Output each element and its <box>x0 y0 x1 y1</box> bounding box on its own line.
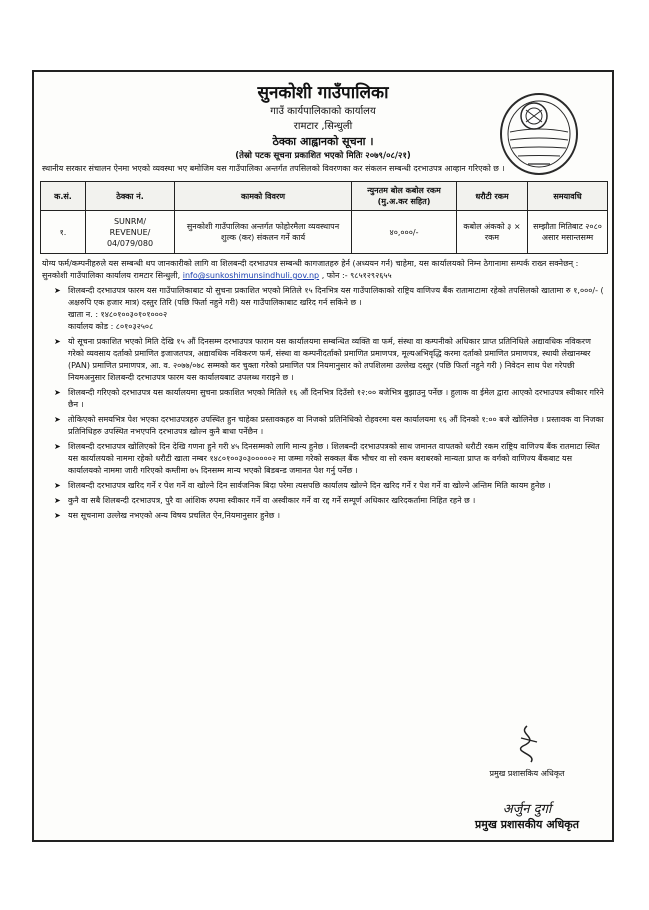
arrow-right-icon: ➤ <box>54 496 61 505</box>
phone-text: , फोन :- ९८५१२९२६५५ <box>321 271 392 280</box>
org-name: सुनकोशी गाउँपालिका <box>257 83 389 103</box>
col-header-min-amount: न्युनतम बोल कबोल रकम (मु.अ.कर सहित) <box>352 182 457 211</box>
list-item <box>54 510 604 522</box>
term-text: तोकिएको समयभित्र पेश भएका दरभाउपत्रहरु उपस्थित हुन चाहेका प्रस्तावकहरु वा निजको प्रतिनिधिको रोहवरमा यस कार्यालयमा १६ औं दिनको १:०० बजे खोलिनेछ । प्रस्तावक वा निजका प्रतिनिधिहरु उपस्थित नभएपनि दरभाउपत्र खोल्न कुनै बाधा पर्नेछैन । <box>68 415 604 436</box>
notice-title: ठेक्का आह्वानको सूचना । <box>272 135 374 148</box>
tender-no-part: REVENUE/ <box>109 227 151 237</box>
arrow-right-icon: ➤ <box>54 388 61 397</box>
col-header-description: कामको विवरण <box>175 182 352 211</box>
tender-no-part: SUNRM/ <box>113 216 147 226</box>
col-header-sn: क.सं. <box>41 182 86 211</box>
signatory-title-top: प्रमुख प्रशासकिय अधिकृत <box>489 769 565 778</box>
office-code: कार्यालय कोड : ८०१०३२५०८ <box>68 322 154 331</box>
signatory-name: अर्जुन दुर्गा <box>502 802 552 817</box>
arrow-right-icon: ➤ <box>54 481 61 490</box>
tender-table <box>40 181 608 254</box>
list-item <box>54 285 604 333</box>
arrow-right-icon: ➤ <box>54 442 61 451</box>
contact-paragraph <box>42 258 604 282</box>
cell-deposit: कबोल अंकको ३ × रकम <box>457 211 528 254</box>
col-header-deposit: धरौटी रकम <box>457 182 528 211</box>
notice-header <box>34 82 612 163</box>
list-item <box>54 495 604 507</box>
term-text: यो सूचना प्रकाशित भएको मिति देखि १५ औं दिनसम्म दरभाउपत्र फाराम यस कार्यालयमा सम्बन्धित व्यक्ति वा फर्म, संस्था वा कम्पनीको अधिकार प्राप्त प्रतिनिधिले अद्यावधिक नविकरण गरेको व्यवसाय दर्ताको प्रमाणित इजाजतपत्र, अद्यावधिक नविकरण फर्म, संस्था वा कम्पनीदर्ताको प्रमाणित प्रमाणपत्र, मूल्यअभिवृद्धि करमा दर्ताको प्रमाणित प्रमाणपत्र, स्थायी लेखानम्बर (PAN) प्रमाणित प्रमाणपत्र, आ. व. २०७७/०७८ सम्मको कर चुक्ता गरेको प्रमाणित पत्र नियमानुसार को तपशिलमा उल्लेख दस्तुर (पछि फिर्ता नहुने गरी ) निवेदन साथ पेश गरेपछी नियमअनुसार शिलबन्दी दरभाउपत्र फारम यस कार्यालयबाट उपलब्ध गराइने छ । <box>68 337 591 382</box>
term-text: यस सूचनामा उल्लेख नभएको अन्य विषय प्रचलित ऐन,नियमानुसार हुनेछ । <box>68 511 280 520</box>
municipal-seal-icon <box>496 86 582 178</box>
table-row <box>41 211 608 254</box>
cell-description: सुनकोशी गाउँपालिका अन्तर्गत फोहोरमैला व्यवस्थापन शुल्क (कर) संकलन गर्ने कार्य <box>175 211 352 254</box>
cell-duration: सम्झौता मितिबाट २०८० असार मसान्तसम्म <box>528 211 608 254</box>
office-address: रामटार ,सिन्धुली <box>293 121 353 132</box>
tender-no-part: 04/079/080 <box>106 238 154 248</box>
signature-mark <box>497 724 557 764</box>
notice-document <box>32 70 614 842</box>
signatory-title: प्रमुख प्रशासकीय अधिकृत <box>475 818 579 831</box>
term-text: शिलबन्दी गरिएको दरभाउपत्र यस कार्यालयमा सुचना प्रकाशित भएको मितिले १६ औं दिनभित्र दिउँसो १२:०० बजेभित्र बुझाउनु पर्नेछ । हुलाक वा ईमेल द्वारा आएको दरभाउपत्र स्वीकार गरिने छैन । <box>68 388 604 409</box>
cell-sn: १. <box>41 211 86 254</box>
term-text: शिलबन्दी दरभाउपत्र खोलिएको दिन देखि गणना हुने गरी ४५ दिनसम्मको लागि मान्य हुनेछ । शिलबन्दी दरभाउपत्रको साथ जमानत वापतको धरौटी रकम राष्ट्रिय वाणिज्य बैंक रातमाटा स्थित यस कार्यालयको नाममा रहेको धरौटी खाता नम्बर १४८०१००३०३०००००२ मा जम्मा गरेको सक्कल बैंक भौचर वा सो रकम बराबरको मान्यता प्राप्त क वर्गको वाणिज्य बैंकबाट यस कार्यालयको नाममा जारी गरिएको कम्तीमा ७५ दिनसम्म मान्य भएको बिडबन्ड जमानत पेश गर्नु पर्नेछ । <box>68 442 600 475</box>
list-item <box>54 414 604 438</box>
cell-amount: ४०,०००/- <box>352 211 457 254</box>
signature-block <box>452 724 602 832</box>
office-name: गाउँ कार्यपालिकाको कार्यालय <box>270 106 376 117</box>
term-text: शिलबन्दी दरभाउपत्र फारम यस गाउँपालिकाबाट यो सुचना प्रकाशित भएको मितिले १५ दिनभित्र यस गाउँपालिकाको राष्ट्रिय वाणिज्य बैंक रातामाटामा रहेको तपसिलको खातामा रु १,०००/- ( अक्षरुपि एक हजार मात्र) दस्तुर तिरि (पछि फिर्ता नहुने गरी) यस गाउँपालिकाबाट खरिद गर्न सकिने छ । <box>68 286 604 307</box>
arrow-right-icon: ➤ <box>54 286 61 295</box>
col-header-tender-no: ठेक्का नं. <box>86 182 175 211</box>
contact-text: योग्य फर्म/कम्पनीहरुले यस सम्बन्धी थप जानकारीको लागि वा शिलबन्दी दरभाउपत्र सम्बन्धी कागजातहरु हेर्न (अध्ययन गर्न) चाहेमा, यस कार्यालयको निम्न ठेगानामा सम्पर्क राख्न सक्नेछन् : सुनकोशी गाउँपालिका कार्यालय रामटार सिन्धुली, <box>42 259 579 280</box>
arrow-right-icon: ➤ <box>54 337 61 346</box>
list-item <box>54 480 604 492</box>
list-item <box>54 336 604 384</box>
term-text: शिलबन्दी दरभाउपत्र खरिद गर्ने र पेश गर्ने वा खोल्ने दिन सार्वजनिक बिदा परेमा त्यसपछि कार्यालय खोल्ने दिन खरिद गर्ने र पेश गर्ने वा खोल्ने अन्तिम मिति कायम हुनेछ । <box>68 481 551 490</box>
terms-list <box>54 285 604 522</box>
cell-tender-no <box>86 211 175 254</box>
col-header-duration: समयावधि <box>528 182 608 211</box>
list-item <box>54 387 604 411</box>
arrow-right-icon: ➤ <box>54 511 61 520</box>
email-link[interactable]: info@sunkoshimunsindhuli.gov.np <box>182 271 320 280</box>
list-item <box>54 441 604 477</box>
arrow-right-icon: ➤ <box>54 415 61 424</box>
term-text: कुनै वा सबै शिलबन्दी दरभाउपत्र, पुरै वा आंशिक रुपमा स्वीकार गर्ने वा अस्वीकार गर्ने वा रद्द गर्ने सम्पूर्ण अधिकार खरिदकर्तामा निहित रहने छ । <box>68 496 476 505</box>
publication-date: (तेस्रो पटक सूचना प्रकाशित भएको मितिः २०७९/०८/२१) <box>235 151 411 161</box>
table-header-row <box>41 182 608 211</box>
intro-paragraph: स्थानीय सरकार संचालन ऐनमा भएको व्यवस्था भए बमोजिम यस गाउँपालिका अन्तर्गत तपसिलको विवरणका कर संकलन सम्बन्धी दरभाउपत्र आव्हान गरिएको छ । <box>42 164 505 173</box>
account-number: खाता न. : १४८०१००३०१०१०००२ <box>68 310 168 319</box>
